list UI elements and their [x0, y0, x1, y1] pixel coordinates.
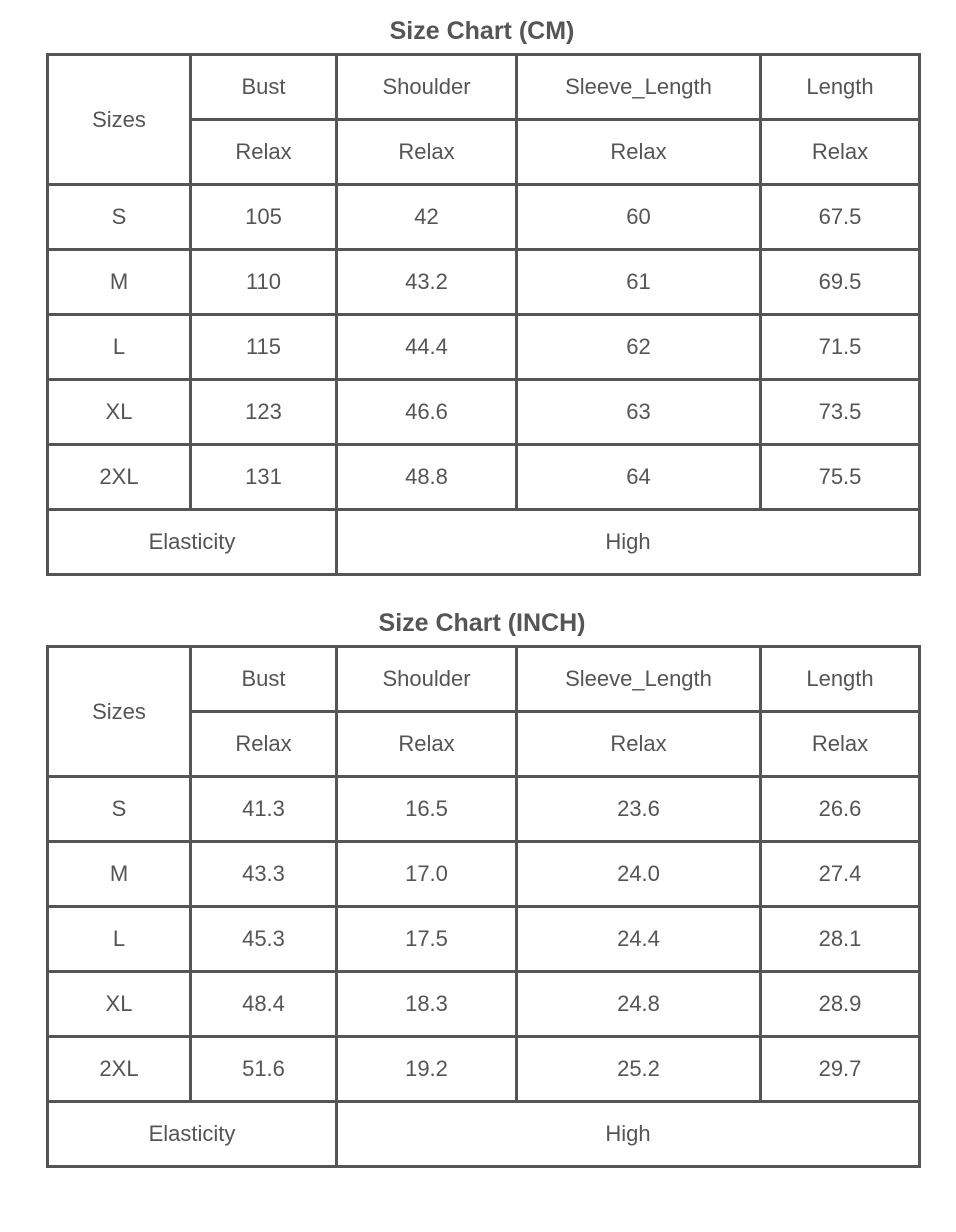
length-cell: 29.7: [761, 1037, 920, 1102]
shoulder-cell: 17.5: [337, 907, 517, 972]
table-row: [48, 777, 920, 842]
elasticity-value: High: [337, 510, 920, 575]
bust-cell: 51.6: [191, 1037, 337, 1102]
fit-label: Relax: [761, 712, 920, 777]
size-cell: M: [48, 842, 191, 907]
length-cell: 73.5: [761, 380, 920, 445]
fit-label: Relax: [337, 120, 517, 185]
sleeve-length-cell: 24.4: [517, 907, 761, 972]
shoulder-cell: 18.3: [337, 972, 517, 1037]
length-cell: 75.5: [761, 445, 920, 510]
bust-cell: 45.3: [191, 907, 337, 972]
shoulder-cell: 17.0: [337, 842, 517, 907]
sleeve-length-cell: 61: [517, 250, 761, 315]
sleeve-length-cell: 60: [517, 185, 761, 250]
bust-cell: 43.3: [191, 842, 337, 907]
column-header-length: Length: [761, 647, 920, 712]
table-row: [48, 250, 920, 315]
column-header-shoulder: Shoulder: [337, 647, 517, 712]
sleeve-length-cell: 23.6: [517, 777, 761, 842]
fit-label: Relax: [517, 712, 761, 777]
length-cell: 67.5: [761, 185, 920, 250]
shoulder-cell: 46.6: [337, 380, 517, 445]
column-header-sleeve-length: Sleeve_Length: [517, 647, 761, 712]
size-chart-title-inch: Size Chart (INCH): [378, 609, 586, 637]
table-row: [48, 380, 920, 445]
fit-label: Relax: [337, 712, 517, 777]
sleeve-length-cell: 25.2: [517, 1037, 761, 1102]
length-cell: 28.9: [761, 972, 920, 1037]
length-cell: 28.1: [761, 907, 920, 972]
table-row: [48, 1037, 920, 1102]
table-row: [48, 972, 920, 1037]
fit-label: Relax: [761, 120, 920, 185]
sleeve-length-cell: 62: [517, 315, 761, 380]
length-cell: 71.5: [761, 315, 920, 380]
elasticity-value: High: [337, 1102, 920, 1167]
elasticity-label: Elasticity: [48, 1102, 337, 1167]
size-chart-table-cm: [46, 53, 921, 576]
size-cell: XL: [48, 380, 191, 445]
table-row: [48, 842, 920, 907]
size-cell: L: [48, 315, 191, 380]
size-cell: S: [48, 185, 191, 250]
sleeve-length-cell: 24.0: [517, 842, 761, 907]
shoulder-cell: 44.4: [337, 315, 517, 380]
fit-label: Relax: [517, 120, 761, 185]
column-header-sleeve-length: Sleeve_Length: [517, 55, 761, 120]
sleeve-length-cell: 64: [517, 445, 761, 510]
table-row: [48, 315, 920, 380]
column-header-shoulder: Shoulder: [337, 55, 517, 120]
size-chart-title-cm: Size Chart (CM): [389, 17, 575, 45]
sleeve-length-cell: 24.8: [517, 972, 761, 1037]
column-header-bust: Bust: [191, 55, 337, 120]
column-header-bust: Bust: [191, 647, 337, 712]
bust-cell: 105: [191, 185, 337, 250]
table-row: [48, 907, 920, 972]
size-cell: M: [48, 250, 191, 315]
fit-label: Relax: [191, 712, 337, 777]
size-cell: XL: [48, 972, 191, 1037]
shoulder-cell: 48.8: [337, 445, 517, 510]
size-cell: S: [48, 777, 191, 842]
bust-cell: 115: [191, 315, 337, 380]
elasticity-label: Elasticity: [48, 510, 337, 575]
table-row: [48, 445, 920, 510]
size-chart-table-inch: [46, 645, 921, 1168]
length-cell: 26.6: [761, 777, 920, 842]
bust-cell: 110: [191, 250, 337, 315]
sleeve-length-cell: 63: [517, 380, 761, 445]
size-cell: 2XL: [48, 445, 191, 510]
column-header-length: Length: [761, 55, 920, 120]
table-row: [48, 185, 920, 250]
bust-cell: 41.3: [191, 777, 337, 842]
shoulder-cell: 43.2: [337, 250, 517, 315]
length-cell: 27.4: [761, 842, 920, 907]
header-row: [48, 55, 920, 120]
size-cell: L: [48, 907, 191, 972]
shoulder-cell: 19.2: [337, 1037, 517, 1102]
length-cell: 69.5: [761, 250, 920, 315]
sizes-header: Sizes: [48, 55, 191, 185]
size-cell: 2XL: [48, 1037, 191, 1102]
sizes-header: Sizes: [48, 647, 191, 777]
bust-cell: 131: [191, 445, 337, 510]
bust-cell: 123: [191, 380, 337, 445]
elasticity-row: [48, 510, 920, 575]
shoulder-cell: 42: [337, 185, 517, 250]
bust-cell: 48.4: [191, 972, 337, 1037]
header-row: [48, 647, 920, 712]
elasticity-row: [48, 1102, 920, 1167]
fit-label: Relax: [191, 120, 337, 185]
shoulder-cell: 16.5: [337, 777, 517, 842]
